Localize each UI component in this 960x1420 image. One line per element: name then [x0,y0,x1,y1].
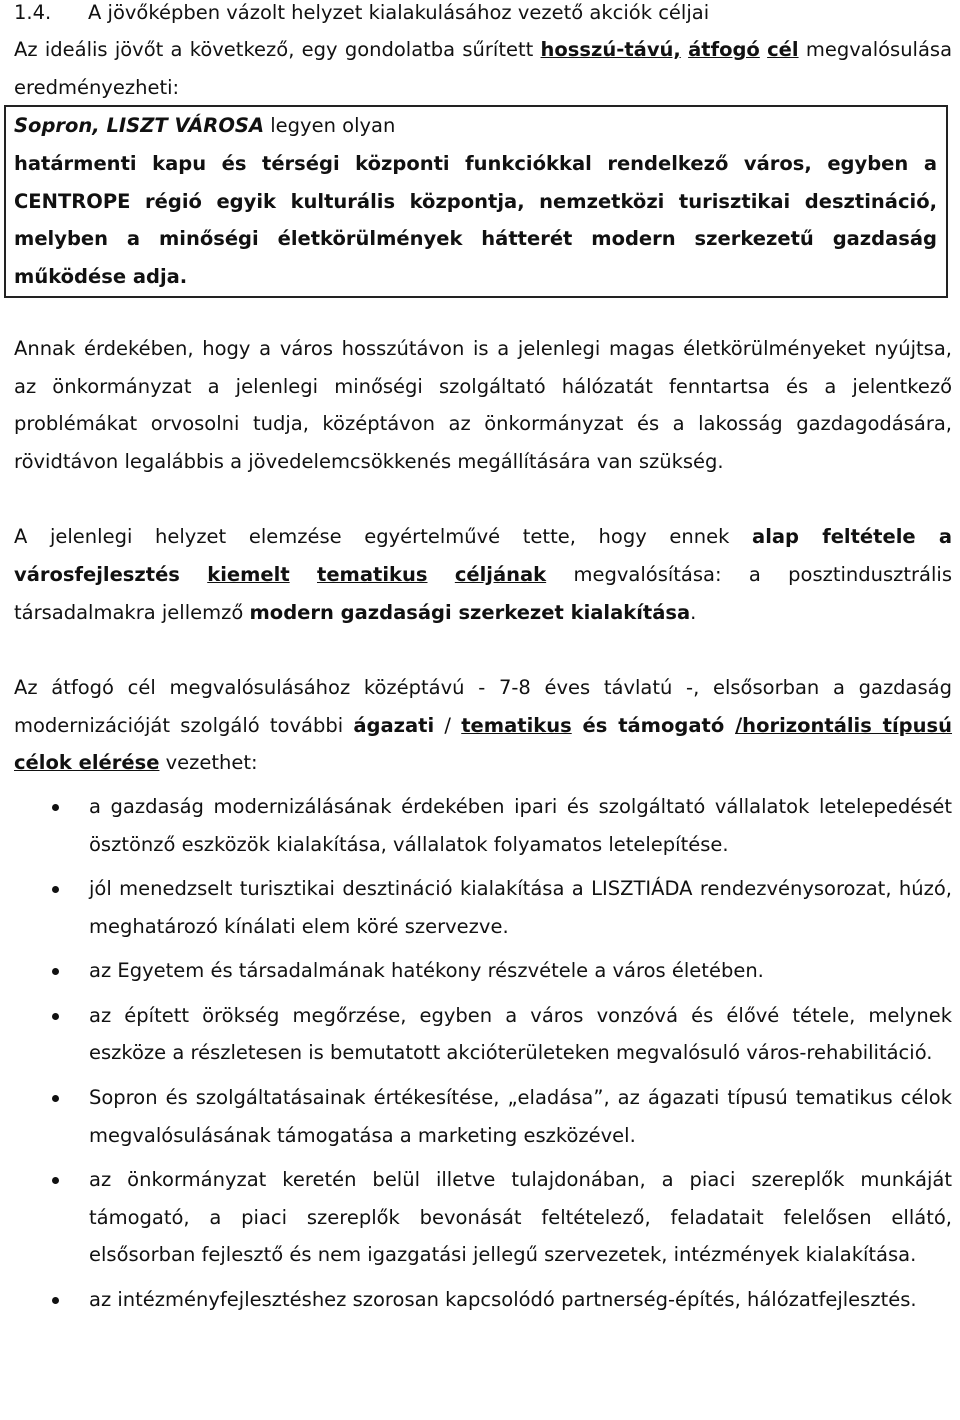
list-item [14,788,952,863]
vision-title [14,107,937,145]
list-item-text: az Egyetem és társadalmának hatékony részvétele a város életében. [89,959,764,983]
p2-underline-2: tematikus [317,562,428,586]
vision-title-normal: legyen olyan [264,114,396,137]
p2-space-2 [290,563,317,586]
list-item [14,1079,952,1154]
term-long-term: hosszú-távú, [540,38,681,61]
p2-bold-1: alap feltétele a városfejlesztés [14,525,952,586]
p2-text-2: megvalósítása: a posztindusztrális társadalmakra jellemző [14,562,952,624]
p3-underline-1: tematikus [461,713,572,737]
p2-text-1: A jelenlegi helyzet elemzése egyértelművé tette, hogy ennek [14,525,753,549]
paragraph-3 [14,669,952,782]
intro-text-start: Az ideális jövőt a következő, egy gondolatba sűrített [14,38,541,61]
bullet-icon [52,968,59,975]
vision-title-italic: Sopron, LISZT VÁROSA [14,114,265,137]
section-heading [14,0,952,31]
list-item [14,997,952,1072]
list-item [14,870,952,945]
p2-space-3 [428,563,455,586]
list-item [14,1281,952,1319]
list-item-text: Sopron és szolgáltatásainak értékesítése, „eladása”, az ágazati típusú tematikus célok megvalósulásának támogatása a marketing eszközével. [89,1086,952,1147]
bullet-icon [52,1013,59,1020]
goal-list [14,788,952,1319]
section-title: A jövőképben vázolt helyzet kialakulásához vezető akciók céljai [88,1,710,24]
list-item-text: a gazdaság modernizálásának érdekében ipari és szolgáltató vállalatok letelepedését ösztönző eszközök kialakítása, vállalatok folyamatos letelepítése. [89,794,952,856]
p3-bold-2: és támogató [571,713,736,737]
list-item [14,952,952,990]
list-item-text: az önkormányzat keretén belül illetve tulajdonában, a piaci szereplők munkáját támogató, a piaci szereplők bevonását feltételező, feladatait felelősen ellátó, elsősorban fejlesztő és nem igazgatási jellegű szervezetek, intézmények kialakítása. [89,1168,952,1267]
intro-text [14,31,952,107]
list-item [14,1161,952,1274]
term-overall: átfogó [688,38,760,61]
bullet-icon [52,886,59,893]
p2-underline-1: kiemelt [207,562,290,586]
p2-bold-2: modern gazdasági szerkezet kialakítása [249,600,691,624]
section-number: 1.4. [14,1,52,24]
p2-text-3: . [690,600,697,624]
p3-underline-2: /horizontális típusú célok elérése [14,713,953,775]
bullet-icon [52,1297,59,1304]
intro-text-end: megvalósulása eredményezheti: [14,38,953,99]
list-item-text: jól menedzselt turisztikai desztináció kialakítása a LISZTIÁDA rendezvénysorozat, húzó, meghatározó kínálati elem köré szervezve. [89,877,952,938]
p3-bold-1: ágazati [353,713,435,737]
p2-space-1 [180,563,207,586]
p2-underline-3: céljának [454,562,547,586]
term-goal: cél [767,38,799,61]
bullet-icon [52,1177,59,1184]
vision-body: határmenti kapu és térségi központi funkciókkal rendelkező város, egyben a CENTROPE régió egyik kulturális központja, nemzetközi turisztikai desztináció, melyben a minőségi életkörülmények hátterét modern szerkezetű gazdaság működése adja. [14,151,937,289]
list-item-text: az intézményfejlesztéshez szorosan kapcsolódó partnerség-építés, hálózatfejlesztés. [89,1288,917,1312]
bullet-icon [52,804,59,811]
p3-text-1: Az átfogó cél megvalósulásához középtávú - 7-8 éves távlatú -, elsősorban a gazdaság modernizációját szolgáló további [14,676,952,737]
p3-text-3: vezethet: [159,751,258,775]
paragraph-1: Annak érdekében, hogy a város hosszútávon is a jelenlegi magas életkörülményeket nyújtsa, az önkormányzat a jelenlegi minőségi szolgáltató hálózatát fenntartsa és a jelentkező problémákat orvosolni tudja, középtávon az önkormányzat és a lakosság gazdagodására, rövidtávon legalábbis a jövedelemcsökkenés megállítására van szükség. [14,336,952,473]
list-item-text: az épített örökség megőrzése, egyben a város vonzóvá és élővé tétele, melynek eszköze a részletesen is bemutatott akcióterületeken megvalósuló város-rehabilitáció. [89,1003,952,1065]
p3-text-2: / [434,713,462,737]
vision-box [4,105,948,298]
document-page [14,0,952,1326]
paragraph-2 [14,518,952,631]
bullet-icon [52,1095,59,1102]
